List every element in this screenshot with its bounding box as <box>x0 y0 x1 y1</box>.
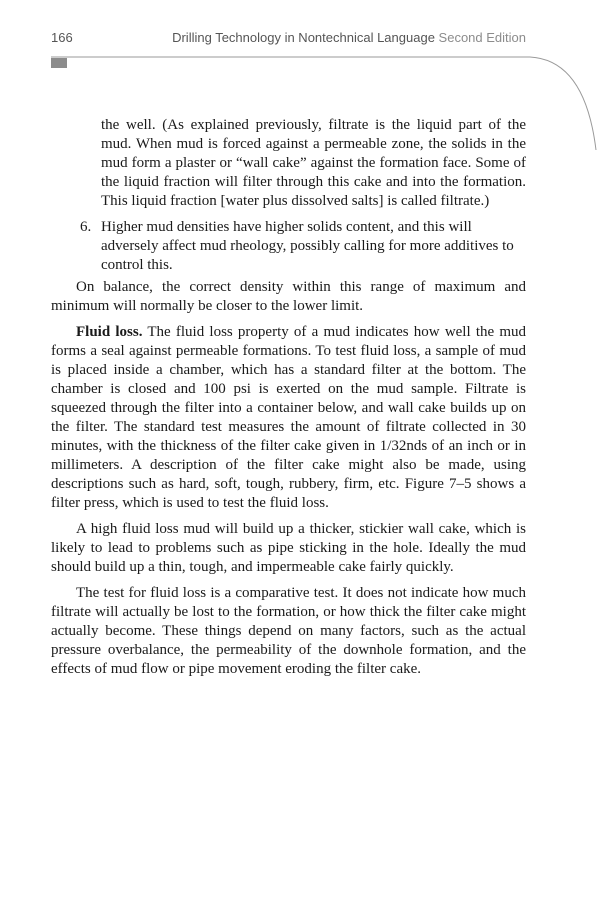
edition-label: Second Edition <box>438 30 526 45</box>
page-body <box>51 116 526 686</box>
continued-list-text: the well. (As explained previously, filtrate is the liquid part of the mud. When mud is forced against a permeable zone, the solids in the mud form a plaster or “wall cake” against the formation face. Some of the liquid fraction will filter through this cake and into the formation. This liquid fraction [water plus dissolved salts] is called filtrate.) <box>101 117 526 209</box>
page-number: 166 <box>51 30 73 45</box>
page-header <box>0 0 600 70</box>
paragraph-high-fluid-loss: A high fluid loss mud will build up a thicker, stickier wall cake, which is likely to lead to problems such as pipe sticking in the hole. Ideally the mud should build up a thin, tough, and impermeable cake fairly quickly. <box>51 521 526 575</box>
list-item-text: Higher mud densities have higher solids content, and this will adversely affect mud rheology, possibly calling for more additives to control this. <box>101 219 514 273</box>
book-title: Drilling Technology in Nontechnical Language <box>172 30 435 45</box>
fluid-loss-heading: Fluid loss. <box>76 324 143 340</box>
fluid-loss-text: The fluid loss property of a mud indicates how well the mud forms a seal against permeable formations. To test fluid loss, a sample of mud is placed inside a chamber, which has a standard filter at the bottom. The chamber is closed and 100 psi is exerted on the mud sample. Filtrate is squeezed through the filter into a container below, and wall cake builds up on the filter. The standard test measures the amount of filtrate collected in 30 minutes, with the thickness of the filter cake given in 1/32nds of an inch or in millimeters. A description of the filter cake might also be made, using descriptions such as hard, soft, tough, rubbery, firm, etc. Figure 7–5 shows a filter press, which is used to test the fluid loss. <box>51 324 527 511</box>
header-marker <box>51 58 67 68</box>
paragraph-comparative-test: The test for fluid loss is a comparative test. It does not indicate how much filtrate will actually be lost to the formation, or how thick the filter cake might actually become. These things depend on many factors, such as the actual pressure overbalance, the permeability of the downhole formation, and the effects of mud flow or pipe movement eroding the filter cake. <box>51 585 526 677</box>
list-number: 6. <box>80 219 92 235</box>
running-head <box>172 30 526 45</box>
paragraph-balance: On balance, the correct density within this range of maximum and minimum will normally be closer to the lower limit. <box>51 279 526 314</box>
paragraph-fluid-loss <box>51 323 526 513</box>
list-item-6 <box>51 218 526 275</box>
